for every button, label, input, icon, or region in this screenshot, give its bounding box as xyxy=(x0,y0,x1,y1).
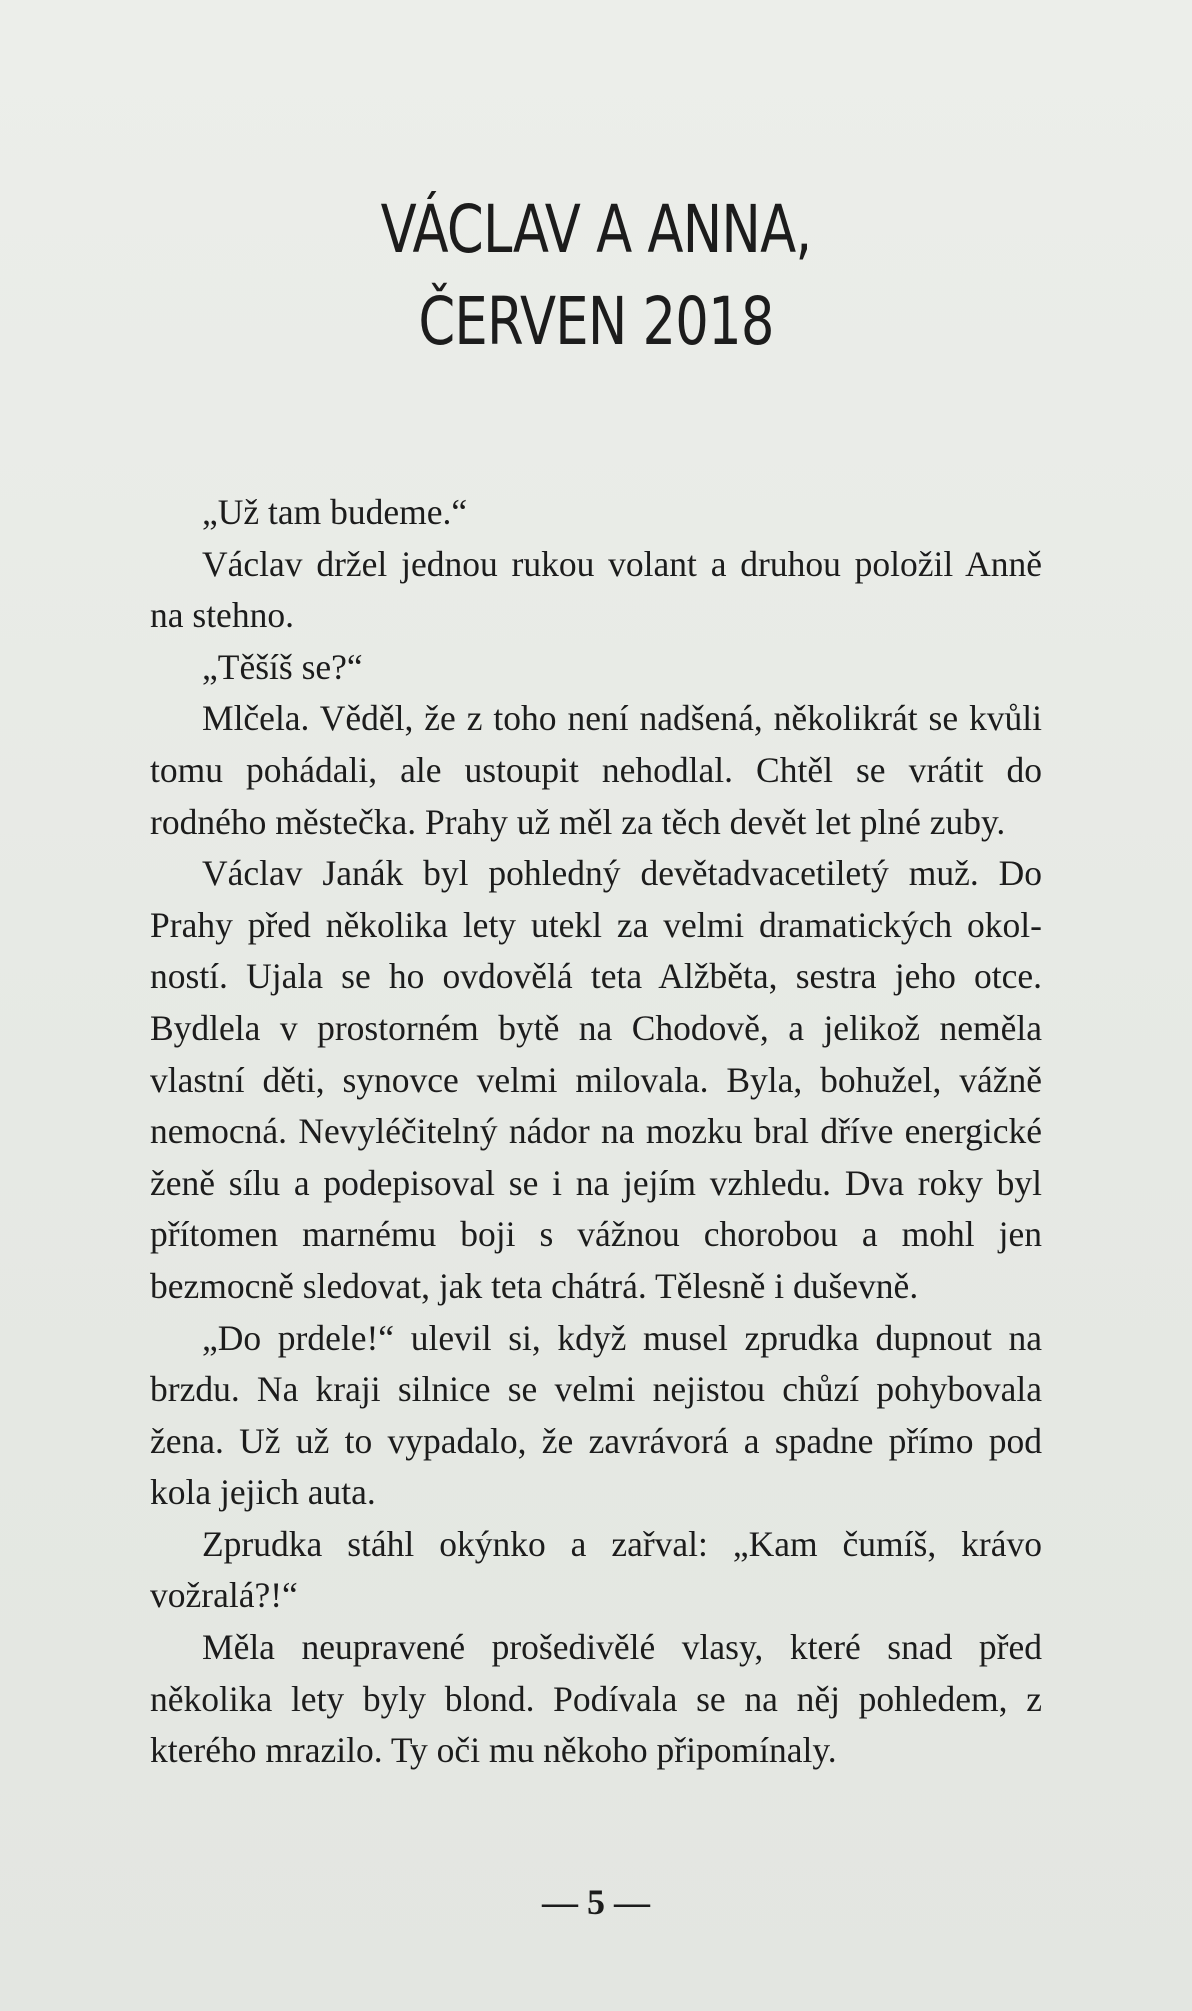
paragraph: Mlčela. Věděl, že z toho není nadšená, několikrát se kvůli tomu pohádali, ale ustoupit nehodlal. Chtěl se vrátit do rodného městečka. Prahy už měl za těch devět let plné zuby. xyxy=(150,698,1042,842)
chapter-title-line-2: ČERVEN 2018 xyxy=(418,283,774,361)
chapter-body xyxy=(150,487,1042,1777)
paragraph: „Těšíš se?“ xyxy=(202,646,363,687)
paragraph: Václav držel jednou rukou volant a druhou položil Anně na stehno. xyxy=(150,543,1042,636)
paragraph: „Už tam budeme.“ xyxy=(202,492,468,532)
paragraph: Zprudka stáhl okýnko a zařval: „Kam čumíš, krávo vožralá?!“ xyxy=(150,1523,1042,1616)
paragraph: Měla neupravené prošedivělé vlasy, které snad před několika lety byly blond. Podívala se na něj pohledem, z kterého mrazilo. Ty oči mu někoho připomínaly. xyxy=(150,1627,1042,1771)
chapter-title-line-1: VÁCLAV A ANNA, xyxy=(380,191,812,269)
chapter-title xyxy=(119,184,1073,368)
paragraph: „Do prdele!“ ulevil si, když musel zprudka dupnout na brzdu. Na kraji silnice se velmi nejistou chůzí pohybovala žena. Už už to vypadalo, že zavrávorá a spadne přímo pod kola jejich auta. xyxy=(150,1317,1042,1513)
paragraph: Václav Janák byl pohledný devětadvacetiletý muž. Do Prahy před několika lety utekl za velmi dramatických okolností. Ujala se ho ovdovělá teta Alžběta, sestra jeho otce. Bydlela v prostorném bytě na Chodově, a jelikož neměla vlastní děti, synovce velmi milovala. Byla, bohužel, vážně nemocná. Nevyléčitelný nádor na mozku bral dříve energické ženě sílu a podepisoval se i na jejím vzhledu. Dva roky byl přítomen marnému boji s vážnou chorobou a mohl jen bezmocně sledovat, jak teta chátrá. Tělesně i duševně. xyxy=(150,853,1042,1306)
page-number: — 5 — xyxy=(542,1882,650,1922)
